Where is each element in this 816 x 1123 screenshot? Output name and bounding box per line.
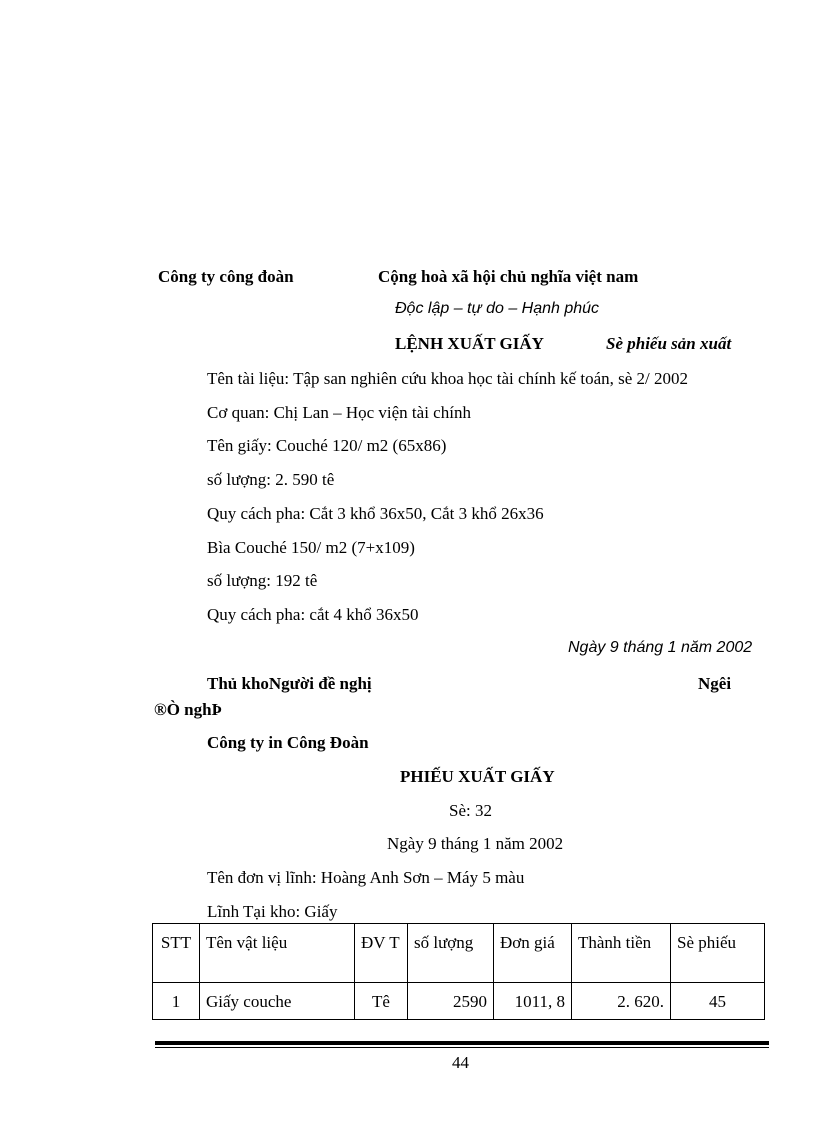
cell-unit: Tê — [355, 983, 408, 1020]
slip-date: Ngày 9 tháng 1 năm 2002 — [387, 834, 564, 853]
column-header-slip-number: Sè phiếu — [671, 924, 765, 983]
signature-continued: ®Ò nghÞ — [154, 700, 222, 719]
slip-company: Công ty in Công Đoàn — [207, 733, 369, 752]
column-header-material: Tên vật liệu — [200, 924, 355, 983]
cell-unit-price: 1011, 8 — [494, 983, 572, 1020]
order-line-cutting: Quy cách pha: Cắt 3 khổ 36x50, Cắt 3 khổ 26x36 — [207, 504, 544, 523]
order-date: Ngày 9 tháng 1 năm 2002 — [568, 639, 753, 656]
order-line-cover-quantity: số lượng: 192 tê — [207, 571, 318, 590]
company-name: Công ty công đoàn — [158, 267, 294, 286]
slip-warehouse: Lĩnh Tại kho: Giấy — [207, 902, 338, 921]
slip-number: Sè: 32 — [449, 801, 492, 820]
table-header-row — [153, 924, 765, 983]
order-line-document: Tên tài liệu: Tập san nghiên cứu khoa học tài chính kế toán, sè 2/ 2002 — [207, 369, 688, 388]
country-name: Cộng hoà xã hội chủ nghĩa việt nam — [378, 267, 639, 286]
footer-rule-thin — [155, 1047, 769, 1048]
materials-table — [152, 923, 765, 1020]
order-title: LỆNH XUẤT GIẤY — [395, 334, 544, 353]
table-row — [153, 983, 765, 1020]
cell-stt: 1 — [153, 983, 200, 1020]
cell-material: Giấy couche — [200, 983, 355, 1020]
form-number: Sè phiếu sản xuất — [606, 334, 732, 353]
cell-amount: 2. 620. — [572, 983, 671, 1020]
column-header-amount: Thành tiền — [572, 924, 671, 983]
cell-quantity: 2590 — [408, 983, 494, 1020]
signature-left: Thủ khoNgười đề nghị — [207, 674, 372, 693]
slip-title: PHIẾU XUẤT GIẤY — [400, 767, 555, 786]
signature-right: Ngêi — [698, 674, 732, 693]
order-line-paper: Tên giấy: Couché 120/ m2 (65x86) — [207, 436, 447, 455]
order-line-agency: Cơ quan: Chị Lan – Học viện tài chính — [207, 403, 471, 422]
order-line-quantity: số lượng: 2. 590 tê — [207, 470, 335, 489]
column-header-unit: ĐV T — [355, 924, 408, 983]
footer-rule-thick — [155, 1041, 769, 1045]
column-header-unit-price: Đơn giá — [494, 924, 572, 983]
cell-slip-number: 45 — [671, 983, 765, 1020]
order-line-cover: Bìa Couché 150/ m2 (7+x109) — [207, 538, 415, 557]
column-header-quantity: số lượng — [408, 924, 494, 983]
order-line-cover-cutting: Quy cách pha: cắt 4 khổ 36x50 — [207, 605, 419, 624]
slip-unit: Tên đơn vị lĩnh: Hoàng Anh Sơn – Máy 5 màu — [207, 868, 525, 887]
motto: Độc lập – tự do – Hạnh phúc — [395, 300, 600, 317]
column-header-stt: STT — [153, 924, 200, 983]
page-number: 44 — [452, 1053, 469, 1072]
